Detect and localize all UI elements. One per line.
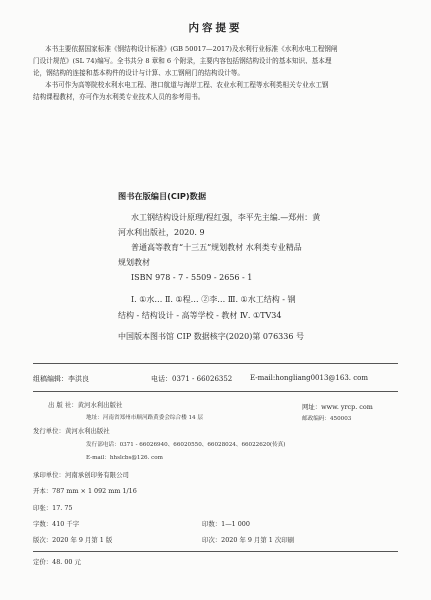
divider-top	[33, 363, 398, 364]
summary-line-5: 结构课程教材，亦可作为水利类专业技术人员的参考用书。	[33, 93, 205, 101]
edition: 版次：2020 年 9 月第 1 版	[33, 536, 113, 544]
cip-library-number: 中国版本图书馆 CIP 数据核字(2020)第 076336 号	[118, 332, 304, 341]
website: 网址：www. yrcp. com	[302, 403, 373, 411]
distributor-email: E-mail：hhslcbs@126. com	[86, 455, 163, 461]
summary-line-1: 本书主要依据国家标准《钢结构设计标准》(GB 50017—2017)及水利行业标准《水利水电工程钢闸	[45, 45, 338, 53]
divider-mid	[33, 391, 398, 392]
word-count: 字数：410 千字	[33, 520, 80, 528]
distributor-phone: 发行部电话：0371 - 66026940、66020550、66028024、66022620(传真)	[86, 442, 286, 448]
publisher: 出 版 社：黄河水利出版社	[48, 401, 123, 409]
distributor: 发行单位：黄河水利出版社	[33, 427, 110, 435]
cip-line-1: 水工钢结构设计原理/程红强，李平先主编.—郑州：黄	[131, 213, 321, 222]
cip-line-3: 普通高等教育“十三五”规划教材 水利类专业精品	[131, 243, 302, 252]
summary-line-3: 论，钢结构的连接和基本构件的设计与计算、水工钢闸门的结构设计等。	[33, 69, 244, 77]
cip-line-7: 结构 - 结构设计 - 高等学校 - 教材 Ⅳ. ①TV34	[118, 311, 282, 320]
postcode: 邮政编码：450003	[302, 416, 352, 422]
cip-line-2: 河水利出版社，2020. 9	[118, 228, 205, 237]
book-format: 开本：787 mm × 1 092 mm 1/16	[33, 487, 137, 495]
cip-isbn: ISBN 978 - 7 - 5509 - 2656 - 1	[131, 273, 253, 282]
cip-line-6: Ⅰ. ①水… Ⅱ. ①程… ②李… Ⅲ. ①水工结构 - 钢	[131, 295, 296, 304]
editor-email: E-mail:hongliang0013@163. com	[250, 374, 369, 382]
address: 地址：河南省郑州市顺河路黄委会综合楼 14 层	[86, 415, 203, 421]
printer: 承印单位：河南承创印务有限公司	[33, 471, 129, 479]
print-date: 印次：2020 年 9 月第 1 次印刷	[202, 536, 295, 544]
print-count: 印数：1—1 000	[202, 520, 250, 528]
divider-bottom	[33, 551, 398, 552]
cip-line-4: 规划教材	[118, 258, 150, 267]
editor-name: 组稿编辑：李洪良	[33, 375, 89, 383]
price: 定价：48. 00 元	[33, 558, 81, 566]
summary-line-4: 本书可作为高等院校水利水电工程、港口航道与海岸工程、农业水利工程等水利类相关专业水工钢	[45, 81, 329, 89]
editor-phone: 电话：0371 - 66026352	[151, 375, 233, 383]
cip-title: 图书在版编目(CIP)数据	[118, 191, 207, 201]
summary-line-2: 门设计规范》(SL 74)编写。全书共分 8 章和 6 个附录，主要内容包括钢结构设计的基本知识、基本理	[33, 57, 332, 65]
summary-title: 内容提要	[188, 22, 243, 34]
print-sheets: 印张：17. 75	[33, 504, 73, 512]
